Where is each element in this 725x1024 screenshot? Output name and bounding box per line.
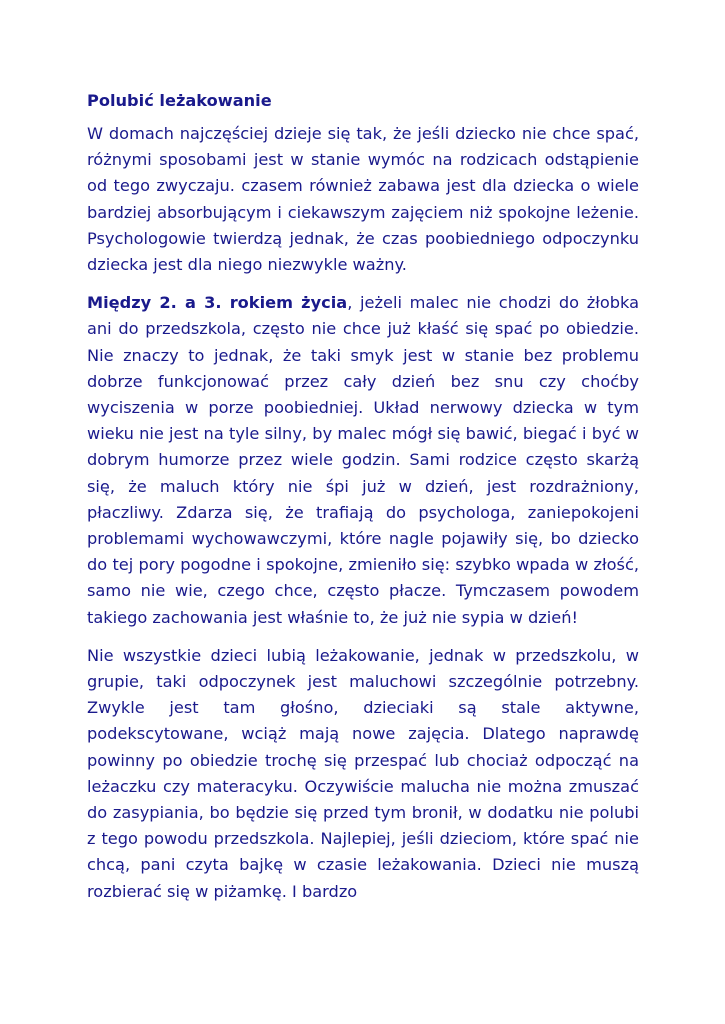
- document-page: [87, 90, 639, 917]
- paragraph-2: [87, 290, 639, 631]
- paragraph-2-lead: Między 2. a 3. rokiem życia: [87, 293, 348, 313]
- paragraph-1: W domach najczęściej dzieje się tak, że jeśli dziecko nie chce spać, różnymi sposobami jest w stanie wymóc na rodzicach odstąpienie od tego zwyczaju. czasem również zabawa jest dla dziecka o wiele bardziej absorbującym i ciekawszym zajęciem niż spokojne leżenie. Psychologowie twierdzą jednak, że czas poobiedniego odpoczynku dziecka jest dla niego niezwykle ważny.: [87, 124, 639, 275]
- document-title: Polubić leżakowanie: [87, 91, 272, 110]
- paragraph-2-body: , jeżeli malec nie chodzi do żłobka ani do przedszkola, często nie chce już kłaść się spać po obiedzie. Nie znaczy to jednak, że taki smyk jest w stanie bez problemu dobrze funkcjonować przez cały dzień bez snu czy choćby wyciszenia w porze poobiedniej. Układ nerwowy dziecka w tym wieku nie jest na tyle silny, by malec mógł się bawić, biegać i być w dobrym humorze przez wiele godzin. Sami rodzice często skarżą się, że maluch który nie śpi już w dzień, jest rozdrażniony, płaczliwy. Zdarza się, że trafiają do psychologa, zaniepokojeni problemami wychowawczymi, które nagle pojawiły się, bo dziecko do tej pory pogodne i spokojne, zmieniło się: szybko wpada w złość, samo nie wie, czego chce, często płacze. Tymczasem powodem takiego zachowania jest właśnie to, że już nie sypia w dzień!: [87, 293, 640, 627]
- paragraph-3: Nie wszystkie dzieci lubią leżakowanie, jednak w przedszkolu, w grupie, taki odpoczynek jest maluchowi szczególnie potrzebny. Zwykle jest tam głośno, dzieciaki są stale aktywne, podekscytowane, wciąż mają nowe zajęcia. Dlatego naprawdę powinny po obiedzie trochę się przespać lub chociaż odpocząć na leżaczku czy materacyku. Oczywiście malucha nie można zmuszać do zasypiania, bo będzie się przed tym bronił, w dodatku nie polubi z tego powodu przedszkola. Najlepiej, jeśli dzieciom, które spać nie chcą, pani czyta bajkę w czasie leżakowania. Dzieci nie muszą rozbierać się w piżamkę. I bardzo: [87, 645, 639, 901]
